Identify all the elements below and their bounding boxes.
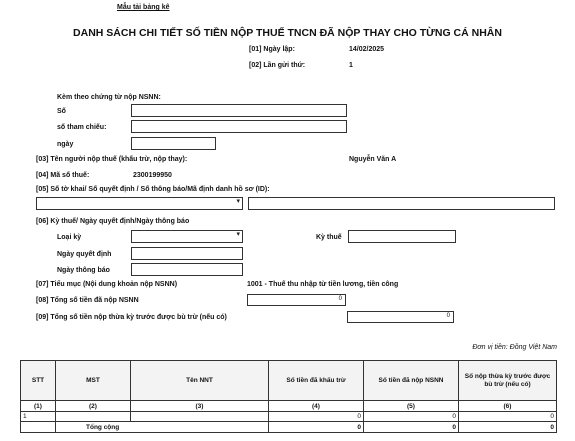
header-offset: Số nộp thừa kỳ trước được bù trừ (nếu có) xyxy=(459,361,557,401)
row-paid[interactable]: 0 xyxy=(364,412,459,422)
table-header-row xyxy=(21,361,557,401)
row-stt: 1 xyxy=(21,412,56,422)
row-name[interactable] xyxy=(131,412,269,422)
currency-note: Đơn vị tiền: Đồng Việt Nam xyxy=(472,344,557,351)
template-label: Mẫu tải bảng kê xyxy=(117,4,170,11)
f09-field[interactable]: 0 xyxy=(347,311,454,323)
ky-thue-field[interactable] xyxy=(348,230,456,243)
index-cell: (4) xyxy=(269,401,364,412)
loai-ky-select[interactable] xyxy=(131,230,243,243)
f08-label: [08] Tổng số tiền đã nộp NSNN xyxy=(36,297,139,304)
so-label: Số xyxy=(57,108,66,115)
table-index-row xyxy=(21,401,557,412)
ref-label: số tham chiếu: xyxy=(57,124,107,131)
send-label: [02] Lần gửi thứ: xyxy=(249,62,306,69)
so-field[interactable] xyxy=(131,104,347,117)
f05-input[interactable] xyxy=(248,197,555,210)
detail-table xyxy=(20,360,557,433)
header-mst: MST xyxy=(56,361,131,401)
total-paid: 0 xyxy=(364,422,459,433)
f03-label: [03] Tên người nộp thuế (khấu trừ, nộp thay): xyxy=(36,156,188,163)
page-title: DANH SÁCH CHI TIẾT SỐ TIỀN NỘP THUẾ TNCN ĐÃ NỘP THAY CHO TỪNG CÁ NHÂN xyxy=(73,27,502,39)
index-cell: (5) xyxy=(364,401,459,412)
index-cell: (1) xyxy=(21,401,56,412)
f06-label: [06] Kỳ thuế/ Ngày quyết định/Ngày thông báo xyxy=(36,218,190,225)
index-cell: (3) xyxy=(131,401,269,412)
row-offset[interactable]: 0 xyxy=(459,412,557,422)
total-withheld: 0 xyxy=(269,422,364,433)
date-label: [01] Ngày lập: xyxy=(249,46,295,53)
f04-value: 2300199950 xyxy=(133,172,172,179)
send-value: 1 xyxy=(349,62,353,69)
header-stt: STT xyxy=(21,361,56,401)
f07-value: 1001 - Thuế thu nhập từ tiền lương, tiền công xyxy=(247,281,399,288)
header-withheld: Số tiền đã khấu trừ xyxy=(269,361,364,401)
f05-label: [05] Số tờ khai/ Số quyết định / Số thông báo/Mã định danh hồ sơ (ID): xyxy=(36,186,270,193)
index-cell: (6) xyxy=(459,401,557,412)
total-label: Tổng cộng xyxy=(56,422,269,433)
ngay-qd-field[interactable] xyxy=(131,247,243,260)
row-withheld[interactable]: 0 xyxy=(269,412,364,422)
f07-label: [07] Tiểu mục (Nội dung khoản nộp NSNN) xyxy=(36,281,178,288)
ngay-tb-field[interactable] xyxy=(131,263,243,276)
f08-field[interactable]: 0 xyxy=(247,294,346,306)
f05-select[interactable] xyxy=(36,197,243,210)
f09-label: [09] Tổng số tiền nộp thừa kỳ trước được bù trừ (nếu có) xyxy=(36,314,227,321)
f03-value: Nguyễn Văn A xyxy=(349,156,397,163)
f04-label: [04] Mã số thuế: xyxy=(36,172,90,179)
table-row[interactable] xyxy=(21,412,557,422)
header-name: Tên NNT xyxy=(131,361,269,401)
ky-thue-label: Kỳ thuế xyxy=(316,234,342,241)
total-offset: 0 xyxy=(459,422,557,433)
row-mst[interactable] xyxy=(56,412,131,422)
loai-ky-label: Loại kỳ xyxy=(57,234,82,241)
ngay-qd-label: Ngày quyết định xyxy=(57,251,112,258)
index-cell: (2) xyxy=(56,401,131,412)
date-attach-label: ngày xyxy=(57,141,74,148)
total-empty xyxy=(21,422,56,433)
ref-field[interactable] xyxy=(131,120,347,133)
header-paid: Số tiền đã nộp NSNN xyxy=(364,361,459,401)
attach-heading: Kèm theo chứng từ nộp NSNN: xyxy=(57,94,161,101)
date-value: 14/02/2025 xyxy=(349,46,385,53)
date-attach-field[interactable] xyxy=(131,137,216,150)
ngay-tb-label: Ngày thông báo xyxy=(57,267,110,274)
table-total-row xyxy=(21,422,557,433)
